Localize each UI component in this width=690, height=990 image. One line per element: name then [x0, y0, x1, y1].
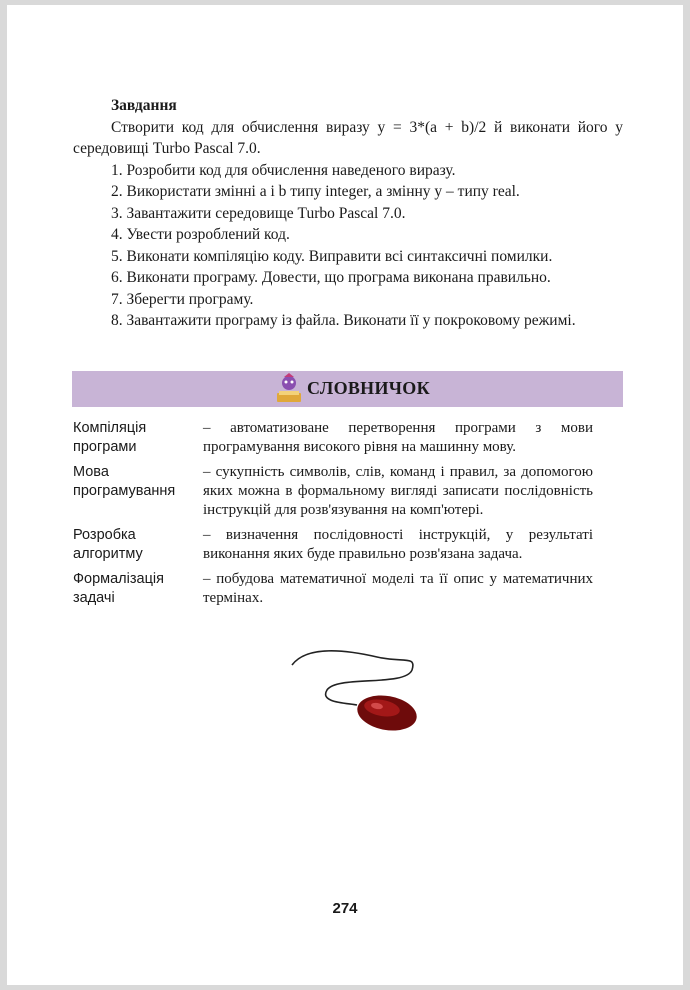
page-number: 274: [332, 900, 358, 917]
glossary-definition: – сукупність символів, слів, команд і правил, за допомогою яких можна в формальному вигляді записати послідовність інструкцій для розв'язування на комп'ютері.: [203, 464, 593, 518]
task-step: 7. Зберегти програму.: [111, 290, 254, 308]
task-steps: [73, 160, 623, 332]
glossary-list: [73, 419, 593, 614]
glossary-entry: [73, 463, 593, 520]
computer-mouse-icon: [287, 645, 427, 745]
glossary-term: Мова програмування: [73, 464, 176, 499]
glossary-definition: – побудова математичної моделі та її опис у математичних термінах.: [203, 571, 593, 606]
glossary-entry: [73, 570, 593, 608]
glossary-banner: [72, 371, 623, 407]
glossary-title: СЛОВНИЧОК: [307, 378, 430, 398]
textbook-page: [7, 5, 683, 985]
glossary-entry: [73, 526, 593, 564]
glossary-definition: – визначення послідовності інструкцій, у результаті виконання яких буде правильно розв'язана задача.: [203, 527, 593, 562]
task-step: 6. Виконати програму. Довести, що програма виконана правильно.: [111, 269, 551, 286]
task-step: 8. Завантажити програму із файла. Виконати її у покроковому режимі.: [111, 312, 576, 329]
glossary-term: Розробка алгоритму: [73, 527, 143, 562]
task-section: [73, 95, 623, 332]
task-step: 4. Увести розроблений код.: [111, 226, 290, 243]
task-intro: Створити код для обчислення виразу y = 3*(a + b)/2 й виконати його у середовищі Turbo Pascal 7.0.: [73, 118, 623, 157]
task-step: 2. Використати змінні a і b типу integer, а змінну y – типу real.: [111, 183, 520, 200]
task-heading: Завдання: [111, 97, 177, 114]
task-step: 3. Завантажити середовище Turbo Pascal 7.0.: [111, 204, 406, 222]
glossary-definition: – автоматизоване перетворення програми з мови програмування високого рівня на машинну мову.: [203, 420, 593, 455]
task-step: 1. Розробити код для обчислення наведеного виразу.: [111, 161, 456, 179]
book-character-icon: [275, 373, 303, 405]
glossary-entry: [73, 419, 593, 457]
task-step: 5. Виконати компіляцію коду. Виправити всі синтаксичні помилки.: [111, 247, 553, 265]
glossary-term: Компіляція програми: [73, 420, 147, 455]
glossary-term: Формалізація задачі: [73, 571, 164, 606]
